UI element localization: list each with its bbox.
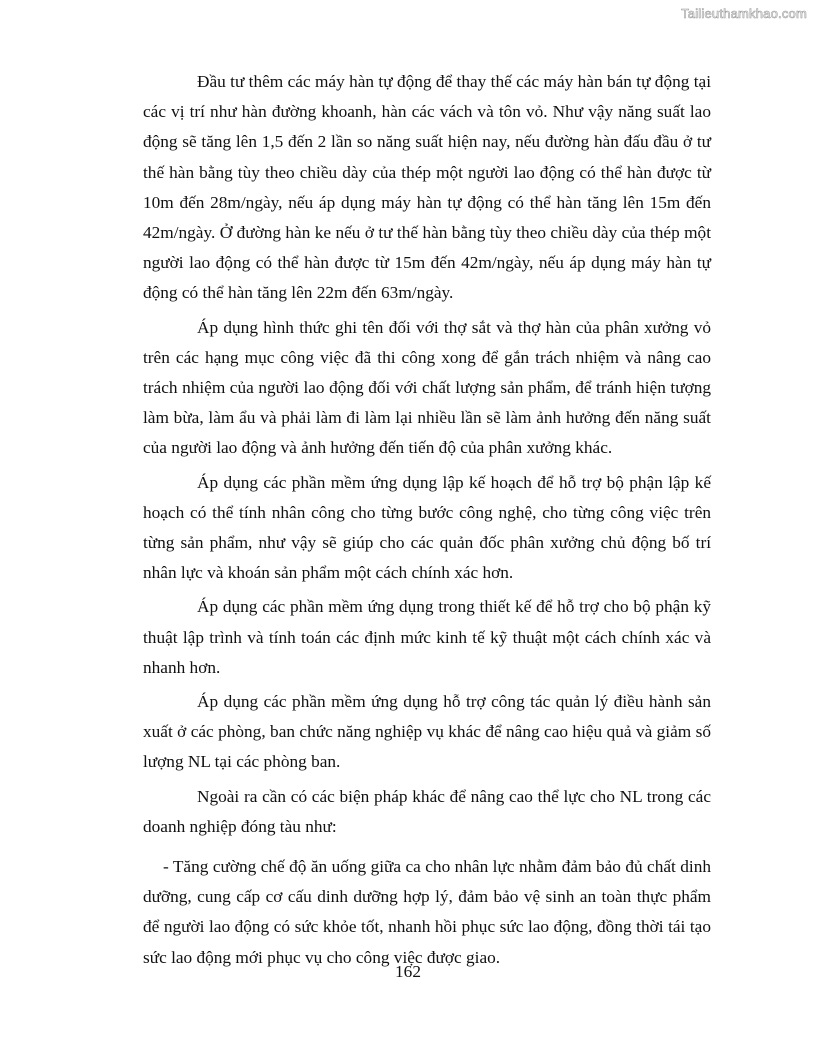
watermark-text: Tailieuthamkhao.com	[681, 6, 807, 21]
document-body	[143, 67, 711, 973]
paragraph-design-software: Áp dụng các phần mềm ứng dụng trong thiết kế để hỗ trợ cho bộ phận kỹ thuật lập trình và tính toán các định mức kinh tế kỹ thuật một cách chính xác và nhanh hơn.	[143, 597, 711, 677]
paragraph-name-signing: Áp dụng hình thức ghi tên đối với thợ sắt và thợ hàn của phân xưởng vỏ trên các hạng mục công việc đã thi công xong để gắn trách nhiệm và nâng cao trách nhiệm của người lao động đối với chất lượng sản phẩm, để tránh hiện tượng làm bừa, làm ẩu và phải làm đi làm lại nhiều lần sẽ làm ảnh hưởng đến năng suất của người lao động và ảnh hưởng đến tiến độ của phân xưởng khác.	[143, 317, 711, 458]
page-number: 162	[395, 962, 421, 981]
paragraph-management-software: Áp dụng các phần mềm ứng dụng hỗ trợ công tác quản lý điều hành sản xuất ở các phòng, ban chức năng nghiệp vụ khác để nâng cao hiệu quả và giảm số lượng NL tại các phòng ban.	[143, 692, 711, 772]
paragraph-automatic-welding: Đầu tư thêm các máy hàn tự động để thay thế các máy hàn bán tự động tại các vị trí như hàn đường khoanh, hàn các vách và tôn vỏ. Như vậy năng suất lao động sẽ tăng lên 1,5 đến 2 lần so năng suất hiện nay, nếu đường hàn đấu đầu ở tư thế hàn bằng tùy theo chiều dày của thép một người lao động có thể hàn được từ 10m đến 28m/ngày, nếu áp dụng máy hàn tự động có thể hàn tăng lên 15m đến 42m/ngày. Ở đường hàn ke nếu ở tư thế hàn bằng tùy theo chiều dày của thép một người lao động có thể hàn được từ 15m đến 42m/ngày, nếu áp dụng máy hàn tự động có thể hàn tăng lên 22m đến 63m/ngày.	[143, 72, 711, 303]
paragraph-other-measures: Ngoài ra cần có các biện pháp khác để nâng cao thể lực cho NL trong các doanh nghiệp đóng tàu như:	[143, 786, 711, 836]
bullet-item-nutrition: - Tăng cường chế độ ăn uống giữa ca cho nhân lực nhằm đảm bảo đủ chất dinh dưỡng, cung cấp cơ cấu dinh dưỡng hợp lý, đảm bảo vệ sinh an toàn thực phẩm để người lao động có sức khỏe tốt, nhanh hồi phục sức lao động, đồng thời tái tạo sức lao động mới phục vụ cho công việc được giao.	[143, 857, 711, 967]
paragraph-planning-software: Áp dụng các phần mềm ứng dụng lập kế hoạch để hỗ trợ bộ phận lập kế hoạch có thể tính nhân công cho từng bước công nghệ, cho từng công việc trên từng sản phẩm, như vậy sẽ giúp cho các quản đốc phân xưởng chủ động bố trí nhân lực và khoán sản phẩm một cách chính xác hơn.	[143, 472, 711, 583]
